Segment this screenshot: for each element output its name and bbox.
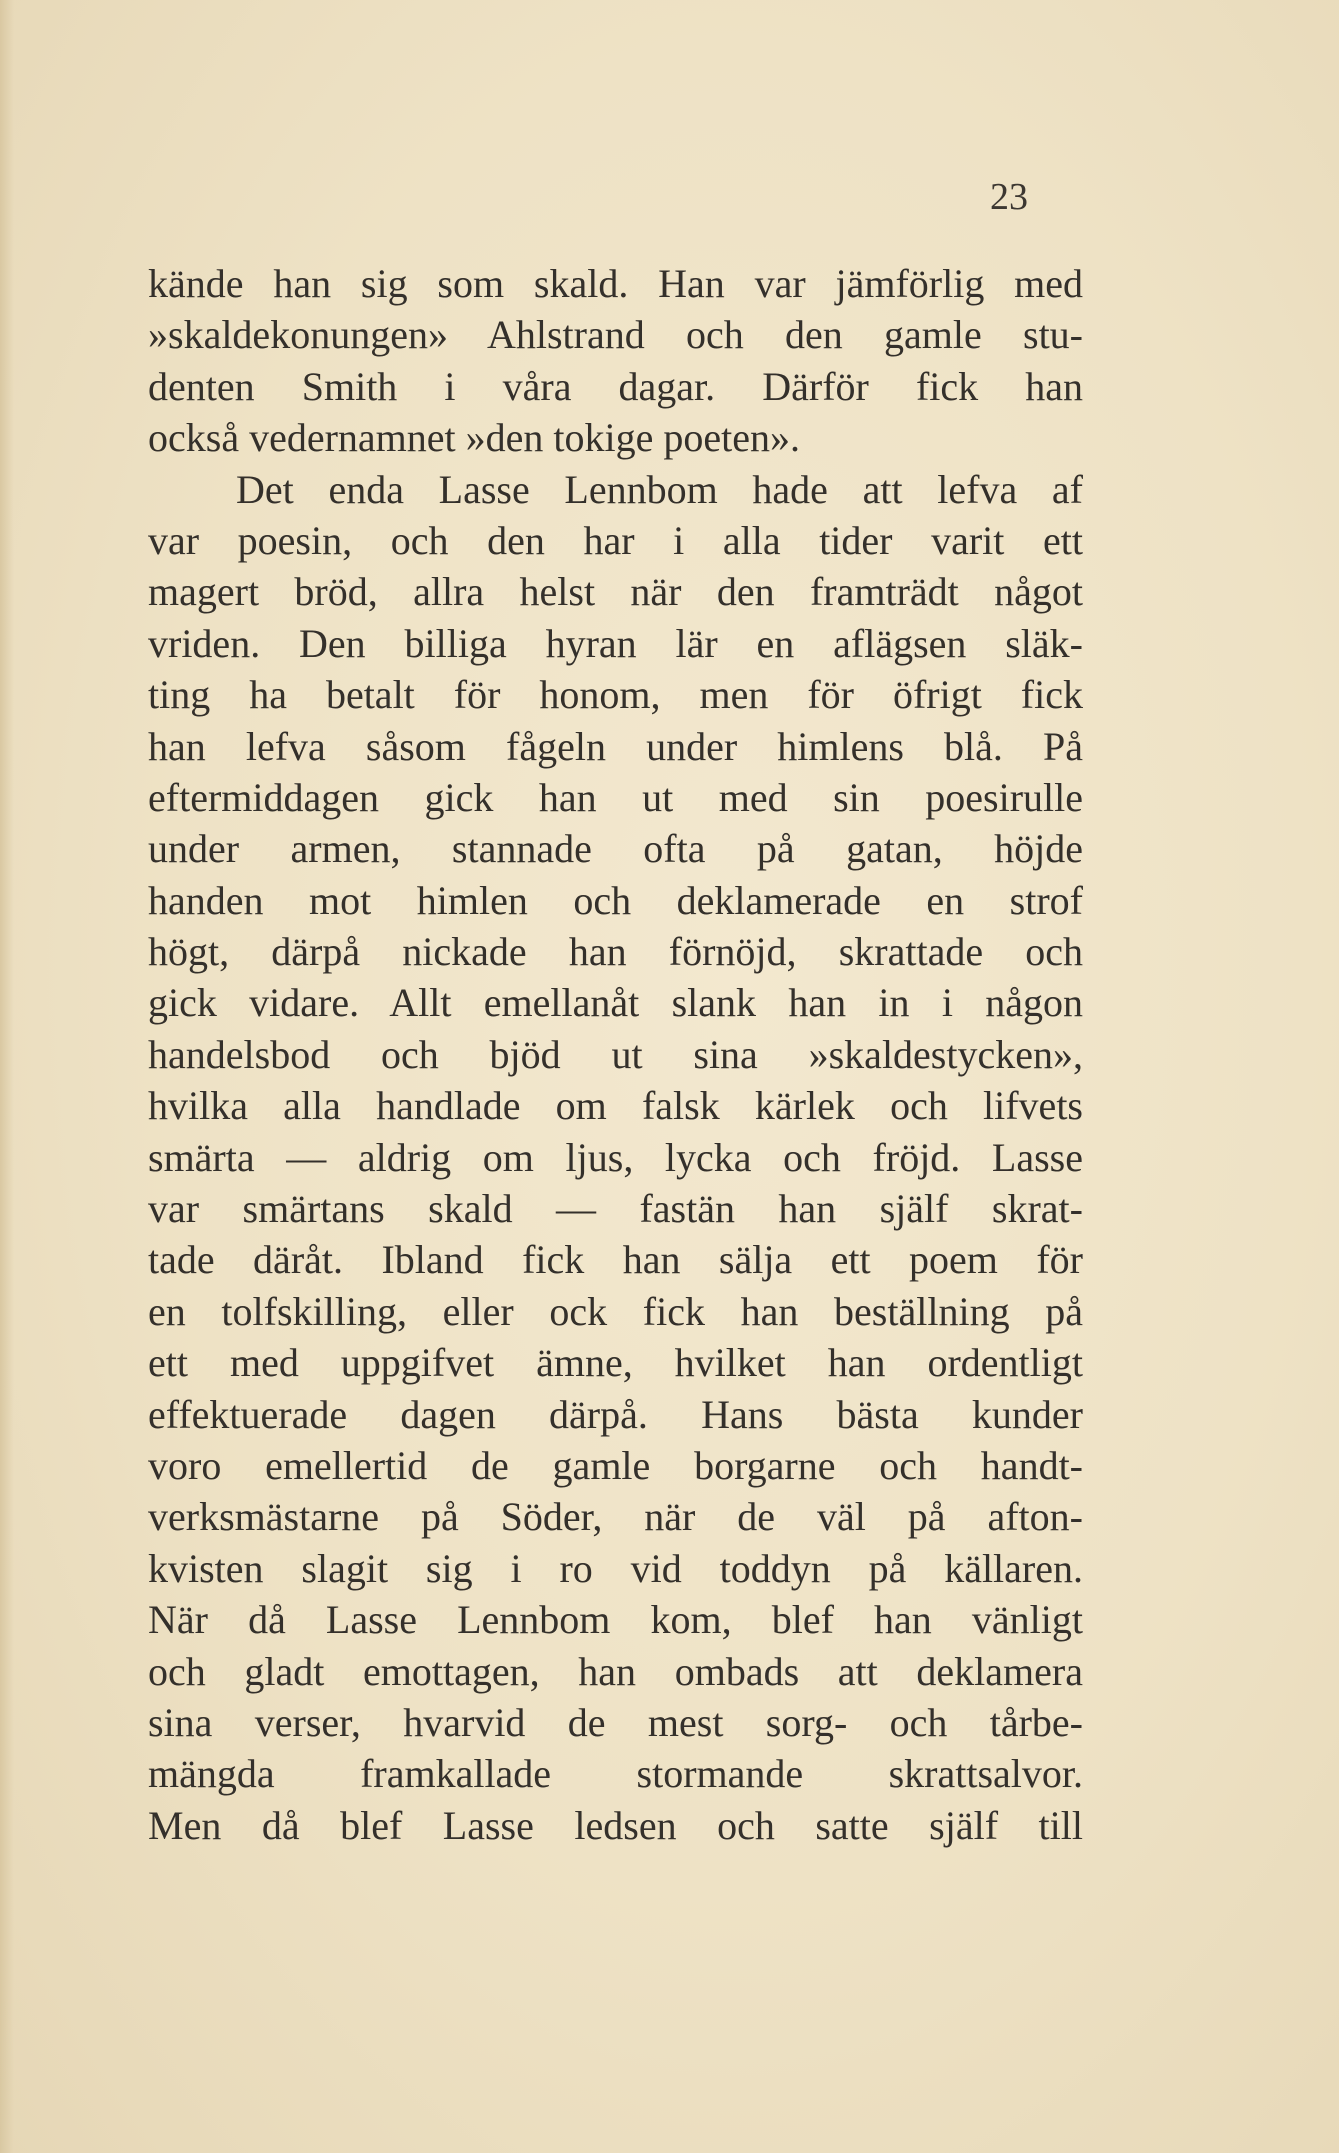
text-line: kände han sig som skald. Han var jämförlig med: [148, 261, 1083, 306]
text-line: en tolfskilling, eller ock fick han beställning på: [148, 1288, 1083, 1334]
text-line: kvisten slagit sig i ro vid toddyn på källaren.: [148, 1545, 1083, 1591]
text-line: eftermiddagen gick han ut med sin poesirulle: [148, 774, 1083, 820]
text-line: hvilka alla handlade om falsk kärlek och lifvets: [148, 1083, 1083, 1129]
text-line: gick vidare. Allt emellanåt slank han in i någon: [148, 980, 1083, 1026]
text-line: smärta — aldrig om ljus, lycka och fröjd. Lasse: [148, 1134, 1083, 1180]
text-line: ett med uppgifvet ämne, hvilket han ordentligt: [148, 1340, 1083, 1386]
body-text: [148, 258, 1083, 1851]
text-line: Men då blef Lasse ledsen och satte själf till: [148, 1802, 1083, 1848]
text-line: När då Lasse Lennbom kom, blef han vänligt: [148, 1597, 1083, 1643]
text-line: högt, därpå nickade han förnöjd, skrattade och: [148, 929, 1083, 975]
paragraph-start-line: Det enda Lasse Lennbom hade att lefva af: [236, 466, 1083, 512]
page-number: 23: [990, 176, 1028, 218]
text-line: var smärtans skald — fastän han själf skrat-: [148, 1186, 1083, 1232]
text-line: magert bröd, allra helst när den framträdt något: [148, 569, 1083, 615]
text-line: också vedernamnet »den tokige poeten».: [148, 415, 800, 461]
text-line: ting ha betalt för honom, men för öfrigt fick: [148, 672, 1083, 718]
text-line: effektuerade dagen därpå. Hans bästa kunder: [148, 1391, 1083, 1437]
page-edge-shadow: [0, 0, 14, 2153]
text-line: under armen, stannade ofta på gatan, höjde: [148, 826, 1083, 872]
text-line: »skaldekonungen» Ahlstrand och den gamle stu-: [148, 312, 1083, 358]
text-line: mängda framkallade stormande skrattsalvor.: [148, 1751, 1083, 1797]
text-line: sina verser, hvarvid de mest sorg- och tårbe-: [148, 1699, 1083, 1745]
text-line: handelsbod och bjöd ut sina »skaldestycken»,: [148, 1031, 1083, 1077]
text-line: voro emellertid de gamle borgarne och handt-: [148, 1442, 1083, 1488]
text-line: var poesin, och den har i alla tider varit ett: [148, 517, 1083, 563]
text-line: tade däråt. Ibland fick han sälja ett poem för: [148, 1237, 1083, 1283]
text-line: han lefva såsom fågeln under himlens blå. På: [148, 723, 1083, 769]
text-line: denten Smith i våra dagar. Därför fick han: [148, 363, 1083, 409]
text-line: handen mot himlen och deklamerade en strof: [148, 877, 1083, 923]
text-line: verksmästarne på Söder, när de väl på afton-: [148, 1494, 1083, 1540]
text-line: vriden. Den billiga hyran lär en aflägsen släk-: [148, 620, 1083, 666]
text-line: och gladt emottagen, han ombads att deklamera: [148, 1648, 1083, 1694]
